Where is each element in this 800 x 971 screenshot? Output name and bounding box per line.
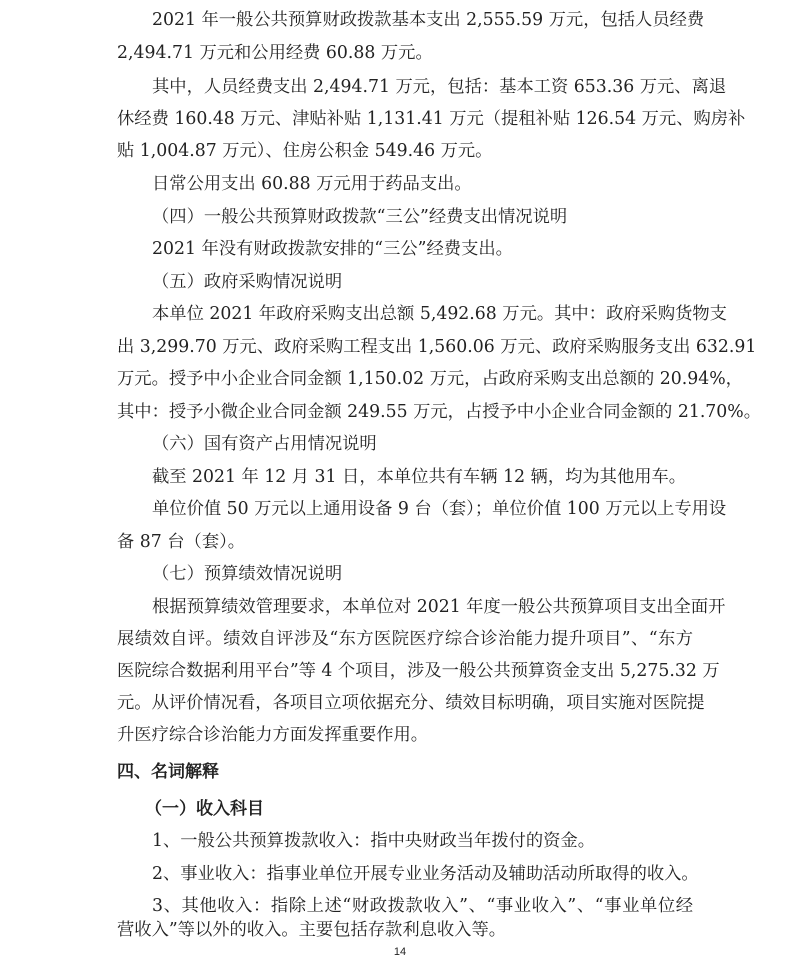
text-line: 截至 2021 年 12 月 31 日，本单位共有车辆 12 辆，均为其他用车。 — [152, 467, 687, 487]
text-line: 单位价值 50 万元以上通用设备 9 台（套）；单位价值 100 万元以上专用设 — [152, 499, 727, 519]
definition-item: 3、其他收入：指除上述“财政拨款收入”、“事业收入”、“事业单位经 — [152, 896, 693, 916]
text-line: 根据预算绩效管理要求，本单位对 2021 年度一般公共预算项目支出全面开 — [152, 597, 726, 617]
text-line: 备 87 台（套）。 — [117, 532, 246, 552]
text-line: 贴 1,004.87 万元）、住房公积金 549.46 万元。 — [117, 141, 493, 161]
page-number: 14 — [393, 946, 407, 958]
subheading-six: （六）国有资产占用情况说明 — [152, 434, 377, 454]
text-line: 2021 年没有财政拨款安排的“三公”经费支出。 — [152, 239, 513, 259]
text-line: 其中，人员经费支出 2,494.71 万元，包括：基本工资 653.36 万元、离退 — [152, 77, 727, 97]
subsection-heading: （一）收入科目 — [145, 799, 264, 819]
definition-item: 1、一般公共预算拨款收入：指中央财政当年拨付的资金。 — [152, 831, 596, 851]
definition-item: 2、事业收入：指事业单位开展专业业务活动及辅助活动所取得的收入。 — [152, 864, 699, 884]
text-line: 出 3,299.70 万元、政府采购工程支出 1,560.06 万元、政府采购服务支出 632.91 — [117, 337, 757, 357]
definition-item: 营收入”等以外的收入。主要包括存款利息收入等。 — [117, 920, 507, 940]
subheading-seven: （七）预算绩效情况说明 — [152, 564, 343, 584]
subheading-four: （四）一般公共预算财政拨款“三公”经费支出情况说明 — [152, 207, 568, 227]
text-line: 休经费 160.48 万元、津贴补贴 1,131.41 万元（提租补贴 126.54 万元、购房补 — [117, 109, 746, 129]
section-heading: 四、名词解释 — [117, 762, 219, 782]
text-line: 其中：授予小微企业合同金额 249.55 万元，占授予中小企业合同金额的 21.70%。 — [117, 402, 761, 422]
text-line: 元。从评价情况看，各项目立项依据充分、绩效目标明确，项目实施对医院提 — [117, 693, 705, 713]
text-line: 本单位 2021 年政府采购支出总额 5,492.68 万元。其中：政府采购货物支 — [152, 304, 727, 324]
text-line: 展绩效自评。绩效自评涉及“东方医院医疗综合诊治能力提升项目”、“东方 — [117, 629, 693, 649]
text-line: 升医疗综合诊治能力方面发挥重要作用。 — [117, 725, 429, 745]
subheading-five: （五）政府采购情况说明 — [152, 272, 343, 292]
text-line: 医院综合数据利用平台”等 4 个项目，涉及一般公共预算资金支出 5,275.32 万 — [117, 661, 720, 681]
text-line: 万元。授予中小企业合同金额 1,150.02 万元，占政府采购支出总额的 20.94%， — [117, 369, 743, 389]
text-line: 日常公用支出 60.88 万元用于药品支出。 — [152, 174, 472, 194]
text-line: 2021 年一般公共预算财政拨款基本支出 2,555.59 万元，包括人员经费 — [152, 10, 705, 30]
text-line: 2,494.71 万元和公用经费 60.88 万元。 — [117, 43, 433, 63]
